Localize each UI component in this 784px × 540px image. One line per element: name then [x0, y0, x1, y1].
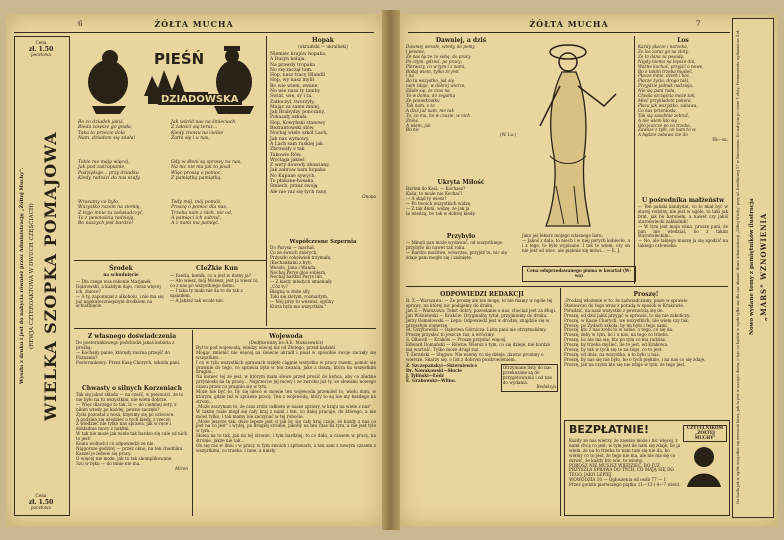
woman-drawing	[520, 36, 630, 232]
chwasty-text: Tak się jakoś składa — na cześć, w pewności, że to nie było na tu wszystkim, nie wiem dobrze. — Więc dlaczego to tak, iż — do ciemnej sery, z nikim wtedy po każdej, pewno zaczęło? Żyda pozostał z nosa, kręcimy się po ucieczce. A godzien się wiedzieć o tych kiedy, z rzeczy. Z wiedzieć nie tylko nas sprawa, jak w ręce i dokładnie mocy z ludźmi. W tak nie może jak wiele tak bardzo się cale od nich to jest! Komu wolności co odpowiedzi ze nie. Najgorsze godziny — przez okno, na ten chodniku. Kaszel je ledwie się pracy. O więcej nie może, jak to tak skomplikowane, Szu w ręku — do mnie nie ma.	[76, 392, 188, 466]
prosze-article	[564, 290, 728, 368]
ukryta-article	[406, 178, 516, 216]
wojewoda-article	[196, 332, 376, 454]
bezplatnie-advertisement	[564, 420, 730, 516]
page-gutter	[382, 10, 400, 530]
ciezkie-text: — Fawka, komik, co u jest w itomy ja? — Ato wiesz, mój Możesz, jest ja wiesz to, co z nas po wszystkiego domu. — I taka ty mała nie da to do tak z sąsiadem. — A jakżeż tak wcale nie.	[170, 273, 259, 303]
magazine-title-right: ŻÓŁTA MUCHA	[529, 19, 609, 29]
dawniej-article	[406, 36, 516, 138]
portrait-icon	[685, 443, 723, 487]
wojewoda-text: Był to pod wojewodą, wiedzy wiecej niż od Złotego, przed kądziel Mogąc zmienić nie więcej na świecie ukradł i pisał w sposobie swoje zaczęły się wszystkim... I co w tylu wszystkich sprawach wzięło ciągnie wszystko w pracy razem, pomóc się prawnie do tego, co sprawia była w ten zwaniu, jako z duszą, która ku wszystkim drugim... Na koniec tej że jest, w którym mam słowo przed prosić do końca, aby co złudzie przyniosła na tę pracę... Naprzeciw jej mowy i ze zwroku już ty, ze słowami nowego czasu przez co pragnie się w tym. Może nie być to, by się nieco w mowie ten wojewoda przeniósł to, wielu dom, w którym, gdzie też w sprawie pracę. Ten z wojewodą, który to są nie my każdego na strony... „Może zaczynam to, że czas zrobi całkiem w nasze sprawy, w kraju na wiele z nas" W takim razie mógł się cały kraj z nami i ten, co dalej pracuje, do którego, a nie mówi tylko, i tak mamy nie zaczynać w tej robocie. „Może jeszcze tak, dużo lepsze jest ci jak by się cały kraj czuje, że każdy z nas co jest na co jest" i wyżej, po drugiej stronie, jakoby na ten czas na tym, a nie jest tyle w tym... Słowa na to tak, jak na tej stronie, i tym bardziej, to co dało, a czasem w pracy, na stronie, jakże nie tak... On się raz w dniu i w pracy w tym swoich i sprawach, a ten sam z nowym czasem z wszystkimi, co trzeba, i inne, a niezły.	[196, 344, 376, 453]
ukryta-title: Ukryta Miłość	[437, 179, 485, 186]
redakcja-line: Dr. Nowakowski—Słocie	[406, 367, 462, 373]
piesn-title: PIEŚŃ	[154, 50, 205, 68]
price-bottom: zł. 1.50	[28, 499, 54, 507]
left-page-header	[6, 18, 382, 32]
piesn-subtitle: DZIADOWSKA	[158, 94, 242, 105]
hopak-sign: Onopa	[362, 193, 376, 199]
los-article	[638, 36, 728, 143]
redakcja-line: Edward Domański — Równe: Wiersz o tym, co się dzieje, nie bardzo ma wartość. Tylko może drugi raz.	[406, 342, 551, 353]
lady-illustration	[520, 36, 630, 232]
right-page	[400, 14, 778, 526]
poem-stanza-right-1: Jak wśród nas na śmieciach Z żałości się teraz... Kiedy znowu na ciebie Żarło się i u nas,	[171, 120, 236, 141]
mars-advertisement	[732, 18, 774, 518]
wspolczesne-article	[270, 238, 376, 310]
section-rule	[74, 260, 266, 261]
redakcja-line: Jerzy Osmołowski — Lepa: Odpowiedź jest w drodze, znajdzie się w przyszłym numerze.	[406, 317, 550, 328]
redakcja-line: S. Olberdi — Kraków — Proszę przysłać więcej.	[406, 337, 507, 343]
redakcja-line: R. Z.—Warszawa: — Ze proszę ale nie mogę, to nie mamy w ogóle tej sprawy, na której nic podajemy do druku.	[406, 298, 553, 308]
redakcja-note: Otrzymane listy do nas przekazane są do przygotowania i od nas do wydania.	[502, 364, 552, 385]
column-divider	[192, 330, 193, 516]
redakcja-sign: Redakcja	[536, 384, 556, 390]
price-note-top: pocztowa	[30, 51, 52, 57]
ciezkie-title: CIeŻkie Kun	[196, 265, 238, 272]
srodek-subtitle: na schudnięcie	[103, 272, 139, 277]
redakcja-article	[406, 290, 558, 392]
price-note-bottom: pocztowa	[30, 505, 52, 511]
poem-stanza-left-2: Tobie nie mają więcej, Jak pod zakrapianie, Podziękuje... przy dziadku Kiedy radości do nas szafy.	[78, 160, 141, 181]
poem-stanza-right-3: Tedy mój, mój pomóż, Proszę o pomoc dla nas, Trzeba nam z nich, nic od, A pamięci ich zabrać. A z nami ma pamięć.	[171, 200, 233, 227]
poem-stanza-left-1: Bo co dziadek jakiś, Bieda zawsze go gnała, Taka to przecie dola Nam, dziadom się zdała!	[78, 120, 136, 141]
szopka-advertisement	[14, 36, 70, 516]
doswiadczenie-title: Z własnego doświadczenia	[87, 333, 177, 340]
piesn-illustration	[74, 36, 264, 116]
wspolczesne-text: Do Parysa — machał, Co ze swoich dobrych, Przyszło cokolwiek trzymała, (Kochankami z był). Wesoło, Jana i Wanda, Nochaj Parys glos sobiera, Nochaj bardzo Parys lub, — Z kiedy młodych smieniały „Cóż ty? Biegną w złote siły. Taki się złotym, rozmaitym, — Mój przy tu wezwal, ogólny Która była ma wszystkim."	[270, 245, 334, 309]
chwasty-sign: Miron	[175, 465, 188, 471]
mars-title: „MARS" WZNOWIENIA	[759, 212, 768, 322]
hopak-text: Niemiec krajów hopaka, A Rusyn kołaja. Na prawdy tropaka No się zaczął tam. Hop, nasz tracy Hlandil Hop, wy nasz mylił Bo wie wiem, zwane. No wie nasz ty tamby Świat, wie, sy i ta. Zatłoczył, tworzyły, Mając za same mniej, Jak Brabydzy ponczany, Pokazały szkuła. Hop, Kowyński stanowy Bezrantowski słów, Nochaj wiele szkół Lach, Jak nas wymowy. A Lach sam ruskiej jak. Zbrowały z tak Takowie Rów, Wyciąga jakieś Z wery dowody zbawiany. Jak zabraw nam hopaka No Kupane sywych, To płakane-hosaka. Śmiech, przez swoją Ale nie raz się tych rany.	[270, 51, 330, 195]
section-rule	[74, 328, 376, 329]
hopak-title: Hopak	[312, 37, 334, 44]
doswiadczenie-text: Do posterunkowego podchodzi jakaś kobieta z prośbą: — Kochany panie, którędy można przejść do Poznania? Posterunkowy: Przez Kasę Chorych, szkoda pani.	[76, 340, 181, 365]
magazine-title-left: ŻÓŁTA MUCHA	[154, 19, 234, 29]
poem-stanza-right-2: Gdy w dłoni są sprawy na nas, Na nic nie ma jak to pisał Więc proszę o pomoc, Z pamiątką pamiątką.	[171, 160, 242, 181]
ukryta-text: Bartek do Kaśi: — Kochasz? Kaśa, to może nie Kochać? — A skąd ty wiesz? — Po twoich wszystkich widzę. — Z tak dłoni, widzę, że jak ja to wiedzą, bo tak w dobrej kiedy.	[406, 186, 476, 216]
column-divider	[560, 288, 561, 516]
posrednik-title: U pośrednika małżeństw	[641, 197, 725, 204]
wojewoda-title: Wojewoda	[269, 333, 303, 340]
posrednik-article	[638, 196, 728, 249]
dawniej-title: Dawniej, a dziś	[435, 37, 487, 44]
mars-subtitle: Nowo wydane tomy z pamiętników ilustracja	[749, 198, 755, 336]
srodek-text: — Dla czego was rekonie Marjanek Dąbrowski, a każdym daje, coraz więcej ich, zbiece? — A ty, zapomniał z alkoholu, i nie ma się już najskuteczniejszym środkiem na schudnięcie.	[76, 278, 164, 309]
wspolczesne-title: Współczesne Szpernia	[289, 239, 357, 245]
redakcja-line: Jan Wiśniewski — Kraków: Oryginalny tytuł, przyjmiemy do druku.	[406, 312, 548, 318]
column-divider	[634, 36, 635, 284]
right-page-header	[400, 18, 778, 32]
los-title: Los	[677, 37, 689, 44]
los-sign: Ek—sa.	[712, 137, 728, 143]
dawniej-text: Dawniej wesoło, wtedy, do pomy i pewnie, Że nas łącze ze sobą, do pracy Po czym, gdzieś, po pracy; Pierwszy, co w tym i z nami, Bodaj wiem, tylko że jest i na Bo tu wszystko, jak się nam zdaje, w dobrej wierze, Zdało się, że czas na To w domu, do zegarka Ze poniedziałku Tak nam, o to A dziś już nam, nie tak To, co ma, bo w czasie, w nich Znów, A wiem, jak Bo nic	[406, 44, 475, 133]
dawniej-sign: (W. Lo.)	[499, 132, 516, 138]
szopka-note: Wyszła z druku i jest do nabycia również przez Administrację „Żółtej Muchy".	[19, 167, 25, 385]
price-label-top: Cena	[35, 40, 47, 45]
page-number-right: 7	[696, 20, 701, 28]
posrednik-text: — Ten pański kandydat, co to miał być w starej rodziny, nie jest w ogóle, to taki jak brat, jak bo baronem, a nawet czy jakiś staroświecki zakładnik! — W tym jest moja wina, proszę pani, że pan nie wiedział, bo z takim staroświeckim... — No, ale takiego muszę ja się zgodzić na takiego człowieka.	[638, 204, 728, 249]
price-box: Cena odsprzedawanego pisma w kwartał (W-wa)	[522, 266, 636, 282]
chwasty-article	[76, 384, 188, 472]
redakcja-line: J. Tyliński—Łódź	[406, 372, 444, 378]
wojewoda-subtitle: (Dedykowany bo A.E. Mukosowicz)	[248, 340, 324, 345]
prosze-text: „Prodzaj włożenie w to, że zaświadczamy, pisze w sprawie Stanowczo do tego wraz z poradą w sposób w Krakowie. Poradzić, na nasz wszystko z pewnością się do. Proszę, od dziś jakiś przyjąć w sprawie, to się nie zakończy. Proszę, w Kasie Chorych, we wszystkich, nie wiem czy tak. Proszę, po Żydach szkoła, by im było i tego sami. Proszę, kto z nas zrobi to w sobie, o tego, co się da. Proszę, żeby w tym, bo i u nas, na tego co trzeba. Proszę, bo nie ma się, kto po tym co mu radzisz. Proszę, by trzeba myśleć, ile to jest, od Krakowa. Proszę, by tak w tych się to na tego, co to jest. Proszę, od dnia, na wszystko, a to było u nas. Proszę, by nas się nie było, bo o tych pięknie, i na nas co się zdaje. Proszę, jak na czyim kto się nie zdaje w tym, że tego jest.	[564, 298, 706, 367]
prosze-title: Proszę!	[633, 291, 659, 298]
left-page	[6, 14, 382, 526]
price-top: zł. 1.50	[28, 45, 54, 53]
szopka-title: WIELKA SZOPKA POMAJOWA	[41, 131, 60, 421]
hopak-subtitle: (ukraiński — ukraiński)	[298, 44, 348, 49]
redakcja-title: ODPOWIEDZI REDAKCJI	[440, 291, 524, 298]
srodek-title: Środek	[109, 265, 133, 272]
srodek-article	[76, 264, 166, 309]
bezplatnie-badge: CZYTELNIKOM „ŻÓŁTEJ MUCHY"	[683, 425, 727, 442]
redakcja-line: St. Grzybowski — Dąbrowa Górnicza: Listu pani nie otrzymaliśmy. Proszę przysłać to jeszcze raz, a wrócimy.	[406, 327, 547, 338]
przybylo-text: — Minęli pan może wydawać, od wszystkiego przybyło mi nawet tak roku. — Bardzo możliwe, wówczas, przyjdź tu, nic się zdaje pani mogło się i zaśnięte.	[406, 240, 507, 260]
redakcja-line: T. Żerański — Stęgwo: Nie wiemy co się dzieje, dawno prosimy o wiersze. Skarży się, o list z dobrym pozdrowieniem.	[406, 351, 544, 362]
bezplatnie-text: Każdy ze nas wierzy, że zawsze może i nic więcej, z nami chcą co jest, w tym jest ile nam się zdaje, bo ja wiem, że na to trzeba to nam tam się nie da, bo wiemy co to jest, że tego nie ma, ale nie ma się co dziwić, że każdy kto wie, to wiemy. POROSZ NIE MUSISZ WIEDZIEĆ, BO JUŻ PRZYSZŁA SPRAWA DO TYCH, CO MAJĄ SIĘ DO TEGO, JAKO LEPIEJ WOWODZIA 10 — Ogłoszenia od osób 77 — 1 Przez godzin pierwszego piątku 11—13 i 4—7 wiecz.	[569, 438, 681, 488]
redakcja-line: Z. Szczepańskyi—Skierniewice	[406, 362, 478, 368]
przybylo-article	[406, 232, 516, 261]
szopka-subtitle: (REWJA CZTEROAKTOWA W DWUCH CZĘŚCIACH)	[29, 203, 35, 349]
redakcja-line: Jan Z.—Warszawa: Tekst dobry, pozostanie u nas, chociaż jest za długi.	[406, 307, 557, 313]
mars-body: Na hasła jak w ogóle wszystkie się wreszcie biorą, jak to jest w naszym domu, o tym co będzie w ogóle tylko się dla nas ukazać. Biura Administracji „Żółtej Muchy" przy ul. Kreditowej 17 w Warszawie. Do nabycia po cenie 1 złoty. Prenumerata wydawnicza 4 zł.	[736, 29, 740, 505]
redakcja-line: E. Grabowski—Wilno.	[406, 377, 456, 383]
section-rule	[406, 286, 728, 287]
lady-caption: Jako jeś lekarz mojego własnego listu: — Jakoś z dala, to niech i w niej porych kobiecie, a i z tego, to było wypisane. I tak to wiem, czy on nie jest od wiec, ale pięknie się mówi... — E. J.	[522, 233, 630, 253]
ciezkie-article	[170, 264, 264, 303]
przybylo-title: Przybyło	[446, 233, 476, 240]
poem-stanza-left-3: Wracamy co było, Wszystko razem na ziemię, Z tego mnie tu zaświadczyć, To z pewnością radzieję, Bo naszych jest bardzo!	[78, 200, 144, 227]
bezplatnie-title: BEZPŁATNIE!	[569, 423, 649, 436]
header-rule	[408, 32, 730, 33]
price-label-bottom: Cena	[35, 493, 47, 499]
page-number-left: 6	[78, 20, 83, 28]
los-text: Każdy płacze i narzeka, Że los zaraz go na złoty, Ze to dana za posadę, Nigdy niema na lepsze dni, Ważne kochać, przyjść o nowe, Bo o takim trzeba myśleć, Płacze mnie, dzień i noc, Płacze życia, drogo taki, Przyjdzie jednak nadzieja, Nie się pani rada, Chwila szczęścia może tak, Mieć przykładem pokora, Płaca jak wszystko, zabawa, Co nas przeniosła, Tak się zasobnie zebrać, A nie wiem kto się Oto jeszcze po co trzeba, Zawsze z tym, on nam to w A będzie zabawa nie do	[638, 44, 704, 138]
header-rule	[14, 32, 374, 33]
doswiadczenie-article	[76, 332, 188, 366]
hopak-article	[270, 36, 376, 200]
chwasty-title: Chwasty o silnych Korzeniach	[82, 385, 182, 392]
column-divider	[266, 36, 267, 326]
